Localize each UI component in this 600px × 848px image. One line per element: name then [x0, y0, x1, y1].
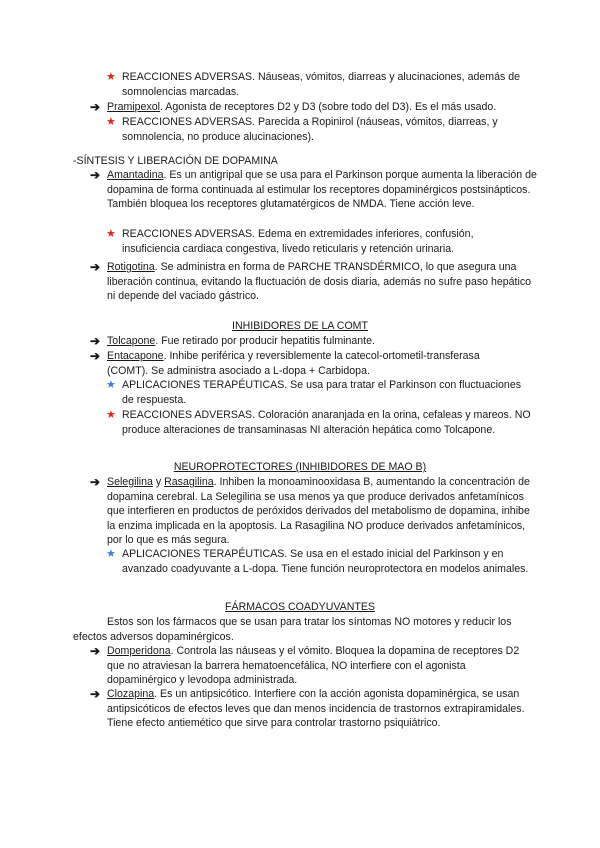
tolcapone-item — [107, 334, 537, 349]
therapeutic-applications-entacapone: APLICACIONES TERAPÉUTICAS. Se usa para tratar el Parkinson con fluctuaciones de respuesta. — [122, 379, 522, 406]
rotigotina-item — [107, 260, 537, 304]
section-heading-coadyuvantes: FÁRMACOS COADYUVANTES — [225, 601, 375, 613]
arrow-icon: ➔ — [90, 687, 101, 701]
entacapone-item — [107, 349, 517, 378]
selegilina-rasagilina-description: . Inhiben la monoaminooxidasa B, aumentando la concentración de dopamina cerebral. La Selegilina se usa menos ya que produce derivados anfetamínicos que interfieren en productos de peróxidos derivados del metabolismo de dopamina, inhibe la enzima implicada en la apoptosis. La Rasagilina NO produce derivados anfetamínicos, por lo que es más segura. — [107, 476, 530, 547]
arrow-icon: ➔ — [90, 644, 101, 658]
red-star-icon: ★ — [106, 409, 116, 421]
entacapone-description: . Inhibe periférica y reversiblemente la catecol-ortometil-transferasa (COMT). Se administra asociado a L-dopa + Carbidopa. — [107, 350, 480, 377]
blue-star-icon: ★ — [106, 548, 116, 560]
arrow-icon: ➔ — [90, 168, 101, 182]
drug-name-selegilina: Selegilina — [107, 476, 153, 488]
arrow-icon: ➔ — [90, 100, 101, 114]
conjunction-y: y — [152, 476, 165, 488]
drug-name-entacapone: Entacapone — [107, 350, 164, 362]
therapeutic-applications-mao-b: APLICACIONES TERAPÉUTICAS. Se usa en el estado inicial del Parkinson y en avanzado coadyuvante a L-dopa. Tiene función neuroprotectora en modelos animales. — [122, 548, 529, 575]
domperidona-description: . Controla las náuseas y el vómito. Bloquea la dopamina de receptores D2 que no atraviesan la barrera hematoencefálica, NO interfiere con el agonista dopaminérgico y levodopa administrada. — [107, 645, 520, 687]
drug-name-rasagilina: Rasagilina — [164, 476, 214, 488]
red-star-icon: ★ — [106, 71, 116, 83]
drug-name-amantadina: Amantadina — [107, 169, 164, 181]
arrow-icon: ➔ — [90, 260, 101, 274]
drug-name-clozapina: Clozapina — [107, 688, 155, 700]
pramipexol-item — [107, 100, 537, 115]
clozapina-item — [107, 687, 537, 731]
red-star-icon: ★ — [106, 116, 116, 128]
adverse-reactions-ropinirol: REACCIONES ADVERSAS. Náuseas, vómitos, diarreas y alucinaciones, además de somnolencias marcadas. — [122, 71, 521, 98]
adverse-reactions-amantadina: REACCIONES ADVERSAS. Edema en extremidades inferiores, confusión, insuficiencia cardiaca congestiva, livedo reticularis y retención urinaria. — [122, 228, 474, 255]
amantadina-item — [107, 168, 537, 212]
arrow-icon: ➔ — [90, 349, 101, 363]
rotigotina-description: . Se administra en forma de PARCHE TRANSDÉRMICO, lo que asegura una liberación continua, evitando la fluctuación de dosis diaria, además no sufre paso hepático ni depende del vaciado gástrico. — [107, 261, 532, 303]
arrow-icon: ➔ — [90, 334, 101, 348]
arrow-icon: ➔ — [90, 475, 101, 489]
section-heading-comt: INHIBIDORES DE LA COMT — [232, 320, 368, 332]
section-heading-neuroprotectores: NEUROPROTECTORES (INHIBIDORES DE MAO B) — [173, 461, 427, 473]
blue-star-icon: ★ — [106, 379, 116, 391]
amantadina-description: . Es un antigripal que se usa para el Parkinson porque aumenta la liberación de dopamina de forma continuada al estimular los receptores dopaminérgicos postsinápticos. También bloquea los receptores glutamatérgicos de NMDA. Tiene acción leve. — [107, 169, 537, 211]
selegilina-rasagilina-item — [107, 475, 537, 548]
drug-name-pramipexol: Pramipexol — [107, 101, 160, 113]
drug-name-domperidona: Domperidona — [107, 645, 171, 657]
adverse-reactions-pramipexol: REACCIONES ADVERSAS. Parecida a Ropinirol (náuseas, vómitos, diarreas, y somnolencia, no produce alucinaciones). — [122, 116, 498, 143]
adverse-reactions-entacapone: REACCIONES ADVERSAS. Coloración anaranjada en la orina, cefaleas y mareos. NO produce alteraciones de transaminasas NI alteración hepática como Tolcapone. — [122, 409, 531, 436]
clozapina-description: . Es un antipsicótico. Interfiere con la acción agonista dopaminérgica, se usan antipsicóticos de efectos leves que dan menos incidencia de trastornos extrapiramidales. Tiene efecto antiemético que sirve para controlar trastorno psiquiátrico. — [107, 688, 525, 730]
drug-name-rotigotina: Rotigotina — [107, 261, 155, 273]
coadyuvantes-intro: Estos son los fármacos que se usan para tratar los síntomas NO motores y reducir los efectos adversos dopaminérgicos. — [73, 616, 512, 643]
section-heading-sintesis: -SÍNTESIS Y LIBERACIÓN DE DOPAMINA — [73, 155, 278, 167]
pramipexol-description: . Agonista de receptores D2 y D3 (sobre todo del D3). Es el más usado. — [160, 101, 497, 113]
domperidona-item — [107, 644, 532, 688]
tolcapone-description: . Fue retirado por producir hepatitis fulminante. — [155, 335, 375, 347]
red-star-icon: ★ — [106, 228, 116, 240]
drug-name-tolcapone: Tolcapone — [107, 335, 156, 347]
